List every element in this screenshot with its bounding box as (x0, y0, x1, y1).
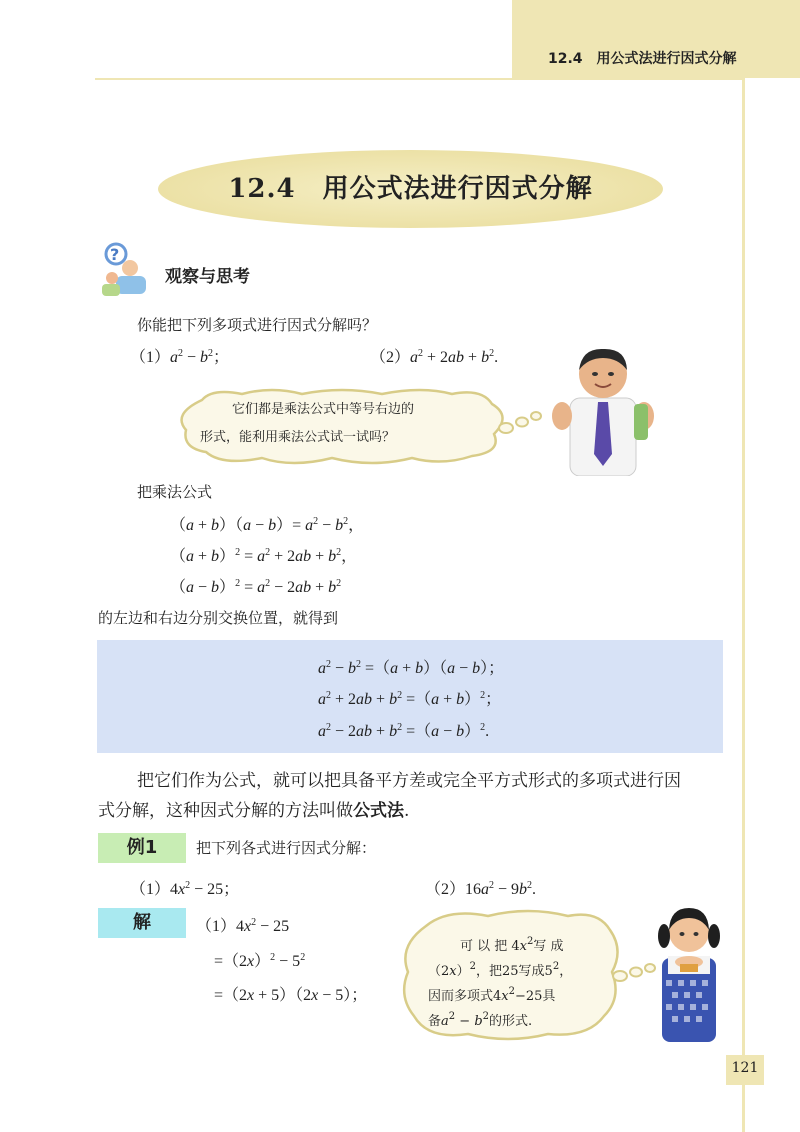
solution-tag: 解 (98, 908, 186, 938)
example-item-1: $(1)4x^2 - 25$； (130, 880, 240, 898)
example-tag: 例1 (98, 833, 186, 863)
box-formula-2: $a^2 + 2ab + b^2 =(a + b)^2$； (318, 690, 502, 708)
margin-rule (742, 78, 745, 1132)
bubble-2-line-3: 因而多项式$4x^2-25$具 (428, 986, 556, 1004)
header-divider (95, 78, 745, 80)
box-formula-3: $a^2 - 2ab + b^2 =(a - b)^2$. (318, 722, 490, 740)
header-title: 12.4 用公式法进行因式分解 (548, 51, 737, 67)
bubble-1-line-1: 它们都是乘法公式中等号右边的 (232, 402, 415, 417)
solution-step-1: $(1)4x^2 - 25$ (196, 917, 290, 935)
example-item-2: $(2)16a^2 - 9b^2$. (425, 880, 537, 898)
section-title: 12.4 用公式法进行因式分解 (228, 174, 593, 204)
bubble-1-line-2: 形式，能利用乘法公式试一试吗？ (200, 430, 396, 445)
girl-illustration (654, 900, 724, 1042)
svg-text:?: ? (110, 245, 120, 264)
mult-formula-2: $(a + b)^2 = a^2 + 2ab + b^2$， (170, 547, 358, 565)
question-item-2: $(2)a^2 + 2ab + b^2$. (370, 348, 499, 366)
observe-heading: 观察与思考 (165, 267, 250, 287)
paragraph-line-1: 把它们作为公式，就可以把具备平方差或完全平方式形式的多项式进行因 (137, 771, 681, 791)
solution-step-2: $=(2x)^2 - 5^2$ (214, 952, 306, 970)
page-number: 121 (731, 1060, 759, 1076)
paragraph-line-2: 式分解，这种因式分解的方法叫做公式法. (98, 801, 410, 821)
multiplication-outro: 的左边和右边分别交换位置，就得到 (98, 609, 339, 627)
bubble-2-line-1: 可 以 把 $4x^2$写 成 (460, 936, 564, 954)
bubble-2-line-2: $(2x)^2$，把25写成$5^2$， (428, 961, 573, 979)
boy-illustration (548, 344, 658, 476)
multiplication-intro: 把乘法公式 (137, 483, 213, 501)
bubble-2-line-4: 备$a^2 - b^2$的形式. (428, 1011, 533, 1029)
question-item-1: $(1)a^2 - b^2$； (130, 348, 230, 366)
example-instruction: 把下列各式进行因式分解： (196, 839, 377, 857)
mult-formula-1: $(a + b)(a - b)= a^2 - b^2$， (170, 516, 365, 534)
mult-formula-3: $(a - b)^2 = a^2 - 2ab + b^2$ (170, 578, 342, 596)
question-prompt: 你能把下列多项式进行因式分解吗？ (137, 316, 378, 334)
solution-step-3: =（2x + 5）（2x − 5）； (214, 987, 368, 1004)
formula-method-term: 公式法 (353, 801, 404, 821)
magnifier-people-icon (96, 238, 156, 298)
box-formula-1: $a^2 - b^2 =(a + b)(a - b)$； (318, 659, 505, 677)
